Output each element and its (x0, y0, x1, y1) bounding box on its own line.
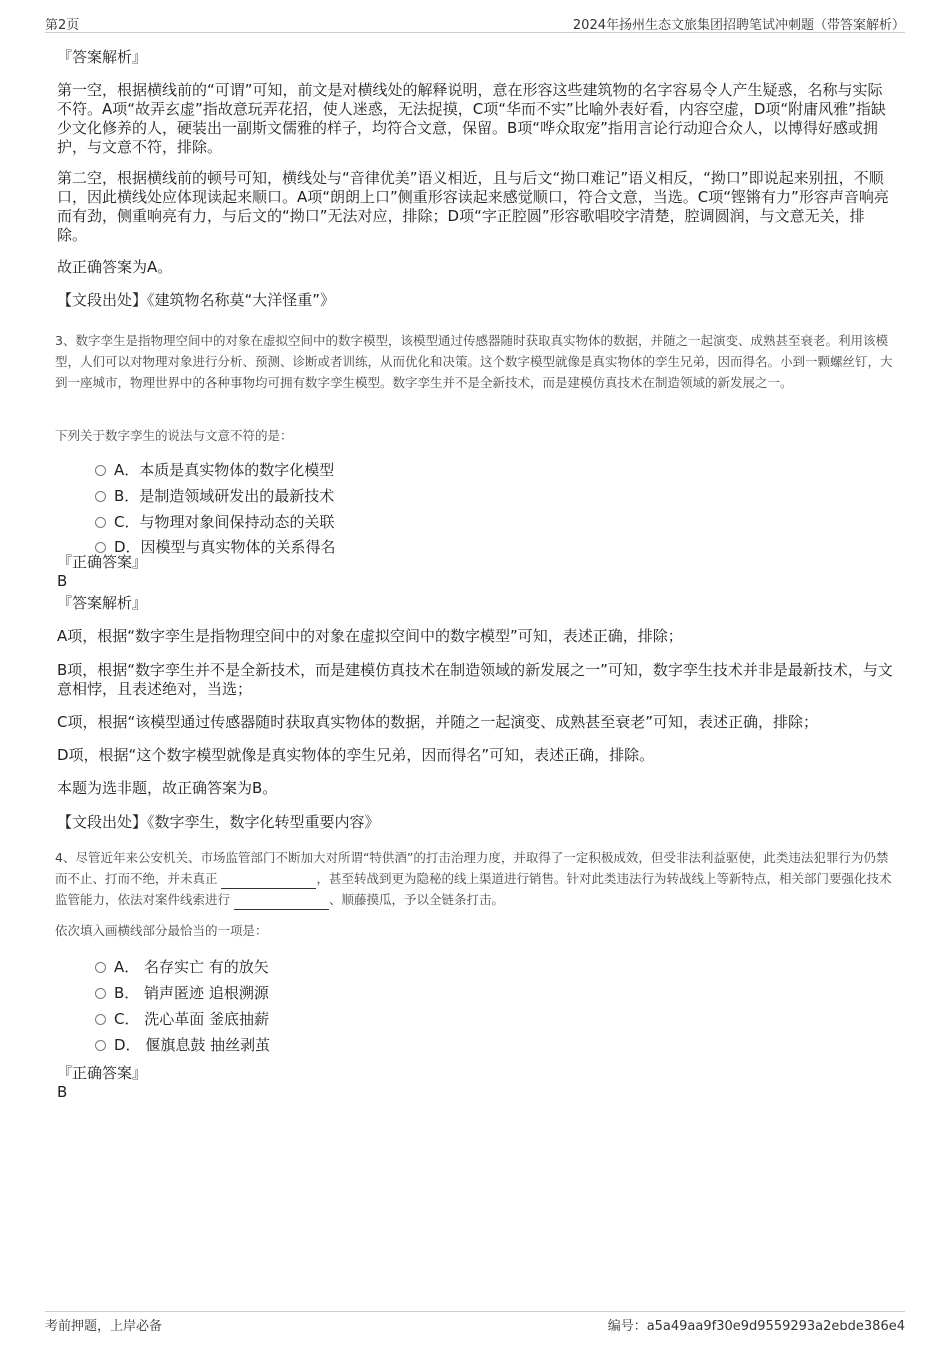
radio-icon[interactable] (95, 517, 106, 528)
q2-analysis-label: 『答案解析』 (57, 48, 148, 66)
q2-analysis-para-2: 第二空，根据横线前的顿号可知，横线处与“音律优美”语义相近，且与后文“拗口难记”语义相反，“拗口”即说起来别扭，不顺口，因此横线处应体现读起来顺口。A项“朗朗上口”侧重形容读起来感觉顺口，符合文意，当选。C项“铿锵有力”形容声音响亮而有劲，侧重响亮有力，与后文的“拗口”无法对应，排除；D项“字正腔圆”形容歌唱咬字清楚，腔调圆润，与文意无关，排除。 (57, 169, 889, 244)
page-footer (45, 1311, 905, 1335)
q3-analysis-d: D项，根据“这个数字模型就像是真实物体的孪生兄弟，因而得名”可知，表述正确，排除。 (57, 746, 655, 764)
q3-analysis-label: 『答案解析』 (57, 594, 148, 612)
option-label: C．与物理对象间保持动态的关联 (114, 513, 335, 531)
q2-analysis-para-1: 第一空，根据横线前的“可谓”可知，前文是对横线处的解释说明，意在形容这些建筑物的名字容易令人产生疑惑，名称与实际不符。A项“故弄玄虚”指故意玩弄花招，使人迷惑，无法捉摸，C项“华而不实”比喻外表好看，内容空虚，D项“附庸风雅”指缺少文化修养的人，硬装出一副斯文儒雅的样子，均符合文意，保留。B项“哗众取宠”指用言论行动迎合众人，以博得好感或拥护，与文意不符，排除。 (57, 81, 886, 156)
q4-passage-part-2: ，甚至转战到更为隐秘的线上渠道进行销售。针对此类违法行为转战线上等新特点，相关部门要强化技术监管能力，依法对案件线索进行 (55, 871, 892, 907)
q4-answer-label: 『正确答案』 (57, 1064, 148, 1082)
page-header (45, 14, 905, 33)
q3-analysis-c: C项，根据“该模型通过传感器随时获取真实物体的数据，并随之一起演变、成熟甚至衰老”可知，表述正确，排除； (57, 713, 819, 731)
radio-icon[interactable] (95, 1040, 106, 1051)
q4-passage-part-3: 、顺藤摸瓜，予以全链条打击。 (328, 892, 504, 907)
q3-source: 【文段出处】《数字孪生，数字化转型重要内容》 (57, 813, 380, 831)
q3-option-b[interactable] (95, 486, 334, 506)
radio-icon[interactable] (95, 988, 106, 999)
radio-icon[interactable] (95, 491, 106, 502)
fill-blank-1 (221, 874, 316, 889)
document-title: 2024年扬州生态文旅集团招聘笔试冲刺题（带答案解析） (572, 18, 905, 33)
option-label: B．是制造领域研发出的最新技术 (114, 487, 335, 505)
fill-blank-2 (234, 895, 329, 910)
footer-slogan: 考前押题，上岸必备 (45, 1319, 163, 1334)
q3-option-a[interactable] (95, 460, 334, 480)
q3-conclusion: 本题为选非题，故正确答案为B。 (57, 779, 278, 797)
q4-passage-part-1: 4、尽管近年来公安机关、市场监管部门不断加大对所谓“特供酒”的打击治理力度，并取得了一定积极成效，但受非法利益驱使，此类违法犯罪行为仍禁而不止、打而不绝，并未真正 (55, 850, 889, 886)
q4-passage (55, 847, 893, 910)
q4-prompt: 依次填入画横线部分最恰当的一项是： (55, 923, 268, 938)
q2-source: 【文段出处】《建筑物名称莫“大洋怪重”》 (57, 291, 336, 309)
radio-icon[interactable] (95, 465, 106, 476)
q3-analysis-b: B项，根据“数字孪生并不是全新技术，而是建模仿真技术在制造领域的新发展之一”可知，数字孪生技术并非是最新技术，与文意相悖，且表述绝对，当选； (57, 661, 893, 698)
q4-option-a[interactable] (95, 957, 269, 977)
q4-answer: B (57, 1083, 68, 1101)
q4-option-c[interactable] (95, 1009, 269, 1029)
q3-option-c[interactable] (95, 512, 334, 532)
radio-icon[interactable] (95, 1014, 106, 1025)
option-label: D．因模型与真实物体的关系得名 (114, 538, 336, 556)
q4-option-b[interactable] (95, 983, 269, 1003)
q3-passage: 3、数字孪生是指物理空间中的对象在虚拟空间中的数字模型，该模型通过传感器随时获取真实物体的数据，并随之一起演变、成熟甚至衰老。利用该模型，人们可以对物理对象进行分析、预测、诊断或者训练，从而优化和决策。这个数字模型就像是真实物体的孪生兄弟，因而得名。小到一颗螺丝钉，大到一座城市，物理世界中的各种事物均可拥有数字孪生模型。数字孪生并不是全新技术，而是建模仿真技术在制造领域的新发展之一。 (55, 333, 893, 390)
document-code: 编号：a5a49aa9f30e9d9559293a2ebde386e4 (607, 1319, 905, 1334)
q3-analysis-a: A项，根据“数字孪生是指物理空间中的对象在虚拟空间中的数字模型”可知，表述正确，排除； (57, 627, 683, 645)
option-label: A． 名存实亡 有的放矢 (114, 958, 269, 976)
page-number: 第2页 (45, 18, 80, 33)
q3-answer: B (57, 572, 68, 590)
q3-answer-label: 『正确答案』 (57, 553, 148, 571)
q4-option-d[interactable] (95, 1035, 270, 1055)
q2-conclusion: 故正确答案为A。 (57, 258, 173, 276)
option-label: C． 洗心革面 釜底抽薪 (114, 1010, 270, 1028)
q3-prompt: 下列关于数字孪生的说法与文意不符的是： (55, 428, 293, 443)
option-label: B． 销声匿迹 追根溯源 (114, 984, 269, 1002)
radio-icon[interactable] (95, 962, 106, 973)
option-label: A．本质是真实物体的数字化模型 (114, 461, 335, 479)
radio-icon[interactable] (95, 542, 106, 553)
option-label: D． 偃旗息鼓 抽丝剥茧 (114, 1036, 271, 1054)
